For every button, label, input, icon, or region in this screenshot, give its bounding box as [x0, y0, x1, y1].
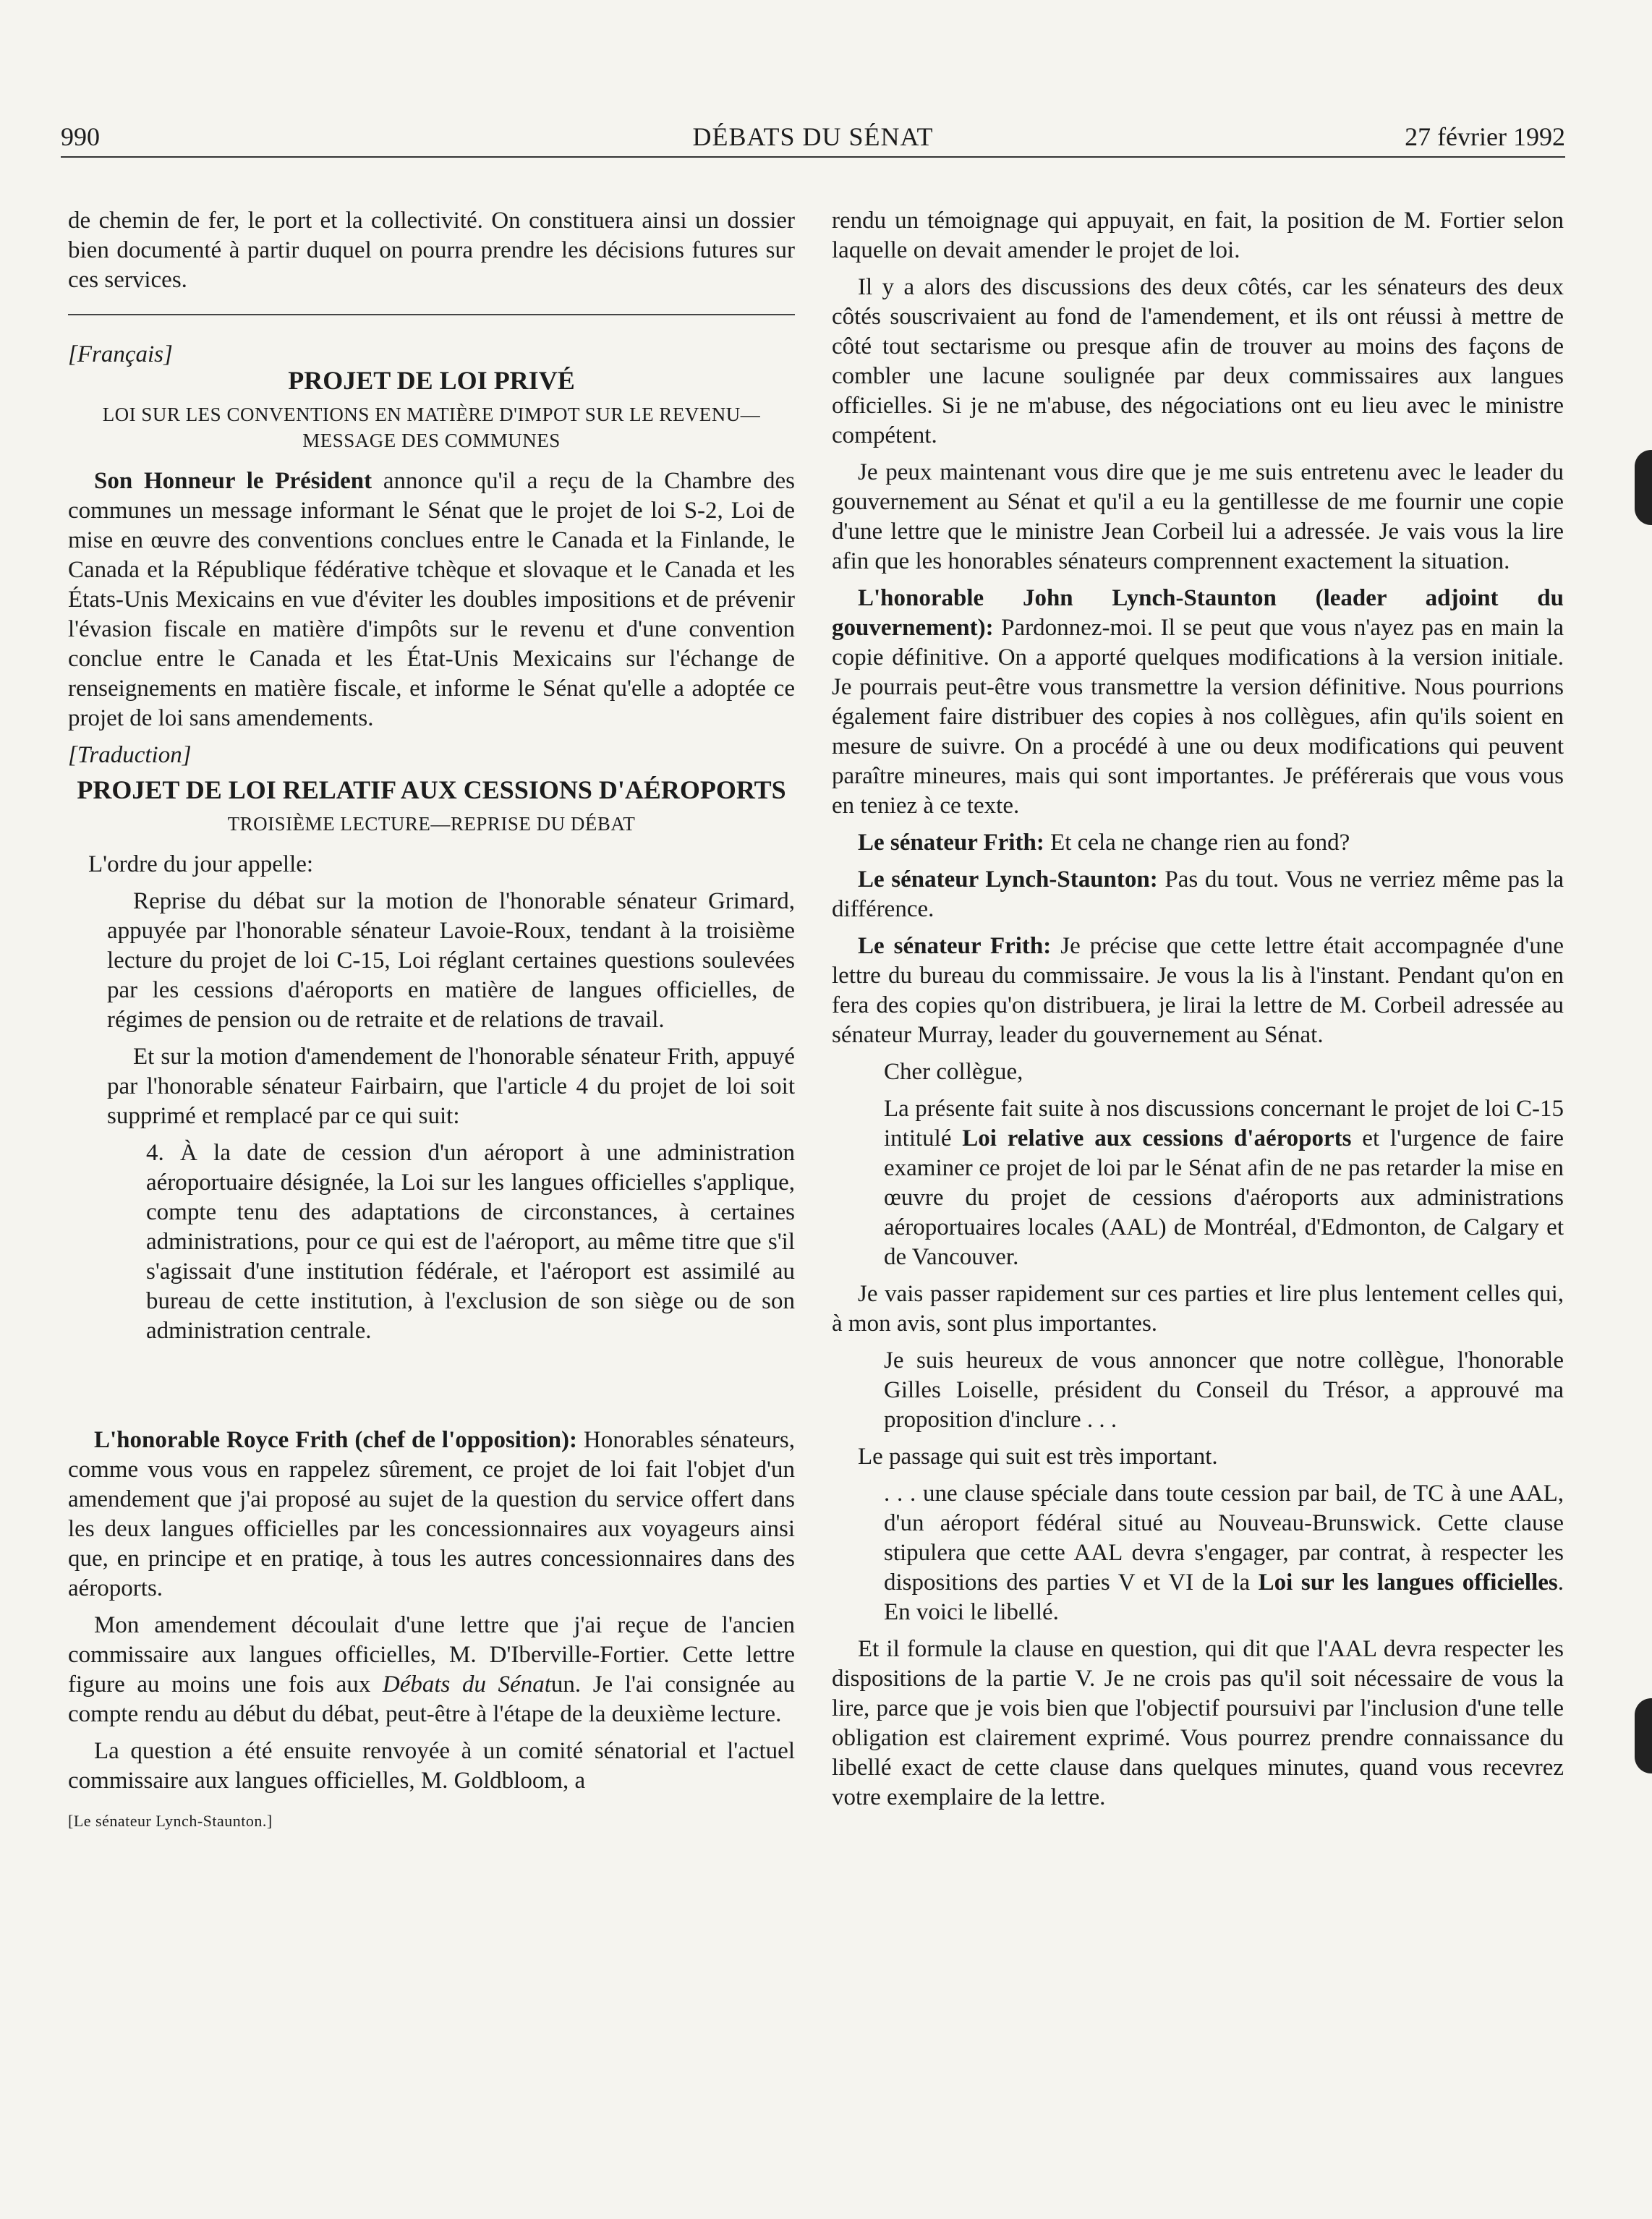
- paragraph: L'honorable Royce Frith (chef de l'opposition): Honorables sénateurs, comme vous vous en rappelez sûrement, ce projet de loi fait l'objet d'un amendement que j'ai proposé au sujet de la question du service offert dans les deux langues officielles par les concessionnaires aux voyageurs ainsi que, en principe et en pratiqe, à tous les autres concessionnaires dans des aéroports.: [68, 1427, 795, 1601]
- paragraph: Son Honneur le Président annonce qu'il a reçu de la Chambre des communes un message informant le Sénat que le projet de loi S-2, Loi de mise en œuvre des conventions conclues entre le Canada et la Finlande, le Canada et la République fédérative tchèque et slovaque et le Canada et les États-Unis Mexicains en vue d'éviter les doubles impositions et de prévenir l'évasion fiscale en matière d'impôts sur le revenu et d'une convention conclue entre le Canada et les État-Unis Mexicains sur l'échange de renseignements en matière fiscale, et informe le Sénat qu'elle a adoptée ce projet de loi sans amendements.: [68, 468, 795, 731]
- speaker-name: L'honorable John Lynch-Staunton (leader adjoint du gouvernement):: [832, 585, 1564, 641]
- paragraph: Le passage qui suit est très important.: [858, 1444, 1218, 1470]
- section-heading: PROJET DE LOI PRIVÉ: [288, 366, 575, 395]
- motion-text: Et sur la motion d'amendement de l'honorable sénateur Frith, appuyé par l'honorable sénateur Fairbairn, que l'article 4 du projet de loi soit supprimé et remplacé par ce qui suit:: [107, 1044, 795, 1129]
- paragraph: de chemin de fer, le port et la collectivité. On constituera ainsi un dossier bien documenté à partir duquel on pourra prendre les décisions futures sur ces services.: [68, 208, 795, 293]
- speaker-footnote: [Le sénateur Lynch-Staunton.]: [68, 1812, 273, 1830]
- publication-title: DÉBATS DU SÉNAT: [692, 122, 934, 151]
- paragraph: Mon amendement découlait d'une lettre que j'ai reçue de l'ancien commissaire aux langues officielles, M. D'Iberville-Fortier. Cette lettre figure au moins une fois aux Débats du Sénatun. Je l'ai consignée au compte rendu au début du débat, peut-être à l'étape de la deuxième lecture.: [68, 1612, 795, 1727]
- section-heading: PROJET DE LOI RELATIF AUX CESSIONS D'AÉROPORTS: [77, 775, 786, 804]
- speaker-name: Le sénateur Frith:: [858, 830, 1044, 856]
- binder-tab-mark: [1635, 1698, 1652, 1773]
- paragraph: La question a été ensuite renvoyée à un comité sénatorial et l'actuel commissaire aux langues officielles, M. Goldbloom, a: [68, 1738, 795, 1794]
- page-header: [61, 117, 1565, 158]
- section-divider: [68, 314, 795, 315]
- page-date: 27 février 1992: [1405, 122, 1565, 151]
- amendment-text: 4. À la date de cession d'un aéroport à une administration aéroportuaire désignée, la Loi sur les langues officielles s'applique, compte tenu des adaptations de circonstances, à certaines administrations, pour ce qui est de l'aéroport, au même titre que s'il s'agissait d'une institution fédérale, et l'aéroport est assimilé au bureau de cette institution, à l'exclusion de son siège ou de son administration centrale.: [146, 1140, 795, 1344]
- publication-reference: Débats du Sénat: [382, 1671, 551, 1698]
- paragraph: Je peux maintenant vous dire que je me suis entretenu avec le leader du gouvernement au Sénat et qu'il a eu la gentillesse de me fournir une copie d'une lettre que le ministre Jean Corbeil lui a adressée. Je vais vous la lire afin que les honorables sénateurs comprennent exactement la situation.: [832, 459, 1564, 574]
- paragraph: Il y a alors des discussions des deux côtés, car les sénateurs des deux côtés souscrivaient au fond de l'amendement, et ils ont réussi à mettre de côté tout sectarisme ou presque afin de trouver au moins des façons de combler une lacune soulignée par deux commissaires aux langues officielles. Si je ne m'abuse, des négociations ont eu lieu avec le ministre compétent.: [832, 274, 1564, 448]
- paragraph: Et il formule la clause en question, qui dit que l'AAL devra respecter les dispositions de la partie V. Je ne crois pas qu'il soit nécessaire de vous la lire, parce que je vois bien que l'objectif poursuivi par l'inclusion d'une telle obligation est clairement exprimé. Vous pourrez prendre connaissance du libellé exact de cette clause dans quelques minutes, quand vous recevrez votre exemplaire de la lettre.: [832, 1636, 1564, 1810]
- paragraph: rendu un témoignage qui appuyait, en fait, la position de M. Fortier selon laquelle on devait amender le projet de loi.: [832, 208, 1564, 263]
- letter-salutation: Cher collègue,: [884, 1059, 1023, 1085]
- motion-text: Reprise du débat sur la motion de l'honorable sénateur Grimard, appuyée par l'honorable sénateur Lavoie-Roux, tendant à la troisième lecture du projet de loi C-15, Loi réglant certaines questions soulevées par les cessions d'aéroports en matière de langues officielles, de régimes de pension ou de retraite et de relations de travail.: [107, 888, 795, 1033]
- language-marker: [Français]: [68, 341, 173, 367]
- paragraph: Le sénateur Frith: Et cela ne change rien au fond?: [858, 830, 1350, 856]
- speaker-name: Le sénateur Lynch-Staunton:: [858, 866, 1158, 893]
- section-subheading: LOI SUR LES CONVENTIONS EN MATIÈRE D'IMPOT SUR LE REVENU—MESSAGE DES COMMUNES: [102, 404, 761, 451]
- law-title: Loi sur les langues officielles: [1258, 1570, 1558, 1596]
- right-column: [832, 206, 1564, 1820]
- binder-tab-mark: [1635, 450, 1652, 525]
- speaker-name: L'honorable Royce Frith (chef de l'opposition):: [94, 1427, 577, 1453]
- page-number: 990: [61, 122, 100, 151]
- speaker-name: Le sénateur Frith:: [858, 933, 1052, 959]
- left-column: [68, 206, 795, 1836]
- letter-quote: Je suis heureux de vous annoncer que notre collègue, l'honorable Gilles Loiselle, président du Conseil du Trésor, a approuvé ma proposition d'inclure . . .: [884, 1347, 1564, 1433]
- letter-quote: La présente fait suite à nos discussions concernant le projet de loi C-15 intitulé Loi relative aux cessions d'aéroports et l'urgence de faire examiner ce projet de loi par le Sénat afin de ne pas retarder la mise en œuvre du projet de cessions d'aéroports aux administrations aéroportuaires locales (AAL) de Montréal, d'Edmonton, de Calgary et de Vancouver.: [884, 1096, 1564, 1270]
- section-subheading: TROISIÈME LECTURE—REPRISE DU DÉBAT: [227, 813, 636, 835]
- letter-quote: . . . une clause spéciale dans toute cession par bail, de TC à une AAL, d'un aéroport fédéral situé au Nouveau-Brunswick. Cette clause stipulera que cette AAL devra s'engager, par contrat, à respecter les dispositions des parties V et VI de la Loi sur les langues officielles. En voici le libellé.: [884, 1481, 1564, 1625]
- paragraph: L'ordre du jour appelle:: [88, 851, 314, 877]
- paragraph: Le sénateur Frith: Je précise que cette lettre était accompagnée d'une lettre du bureau du commissaire. Je vous la lis à l'instant. Pendant qu'on en fera des copies qu'on distribuera, je lirai la lettre de M. Corbeil adressée au sénateur Murray, leader du gouvernement au Sénat.: [832, 933, 1564, 1048]
- paragraph: L'honorable John Lynch-Staunton (leader adjoint du gouvernement): Pardonnez-moi. Il se peut que vous n'ayez pas en main la copie définitive. On a apporté quelques modifications à la version initiale. Je pourrais peut-être vous transmettre la version définitive. Nous pourrions également faire distribuer des copies à nos collègues, afin qu'ils soient en mesure de suivre. On a procédé à une ou deux modifications qui peuvent paraître mineures, mais qui sont importantes. Je préférerais que vous vous en teniez à ce texte.: [832, 585, 1564, 819]
- spacer: [68, 1353, 795, 1426]
- paragraph: Je vais passer rapidement sur ces parties et lire plus lentement celles qui, à mon avis, sont plus importantes.: [832, 1281, 1564, 1337]
- language-marker: [Traduction]: [68, 742, 192, 768]
- speaker-name: Son Honneur le Président: [94, 468, 372, 494]
- paragraph: Le sénateur Lynch-Staunton: Pas du tout. Vous ne verriez même pas la différence.: [832, 866, 1564, 922]
- bill-title: Loi relative aux cessions d'aéroports: [962, 1125, 1352, 1151]
